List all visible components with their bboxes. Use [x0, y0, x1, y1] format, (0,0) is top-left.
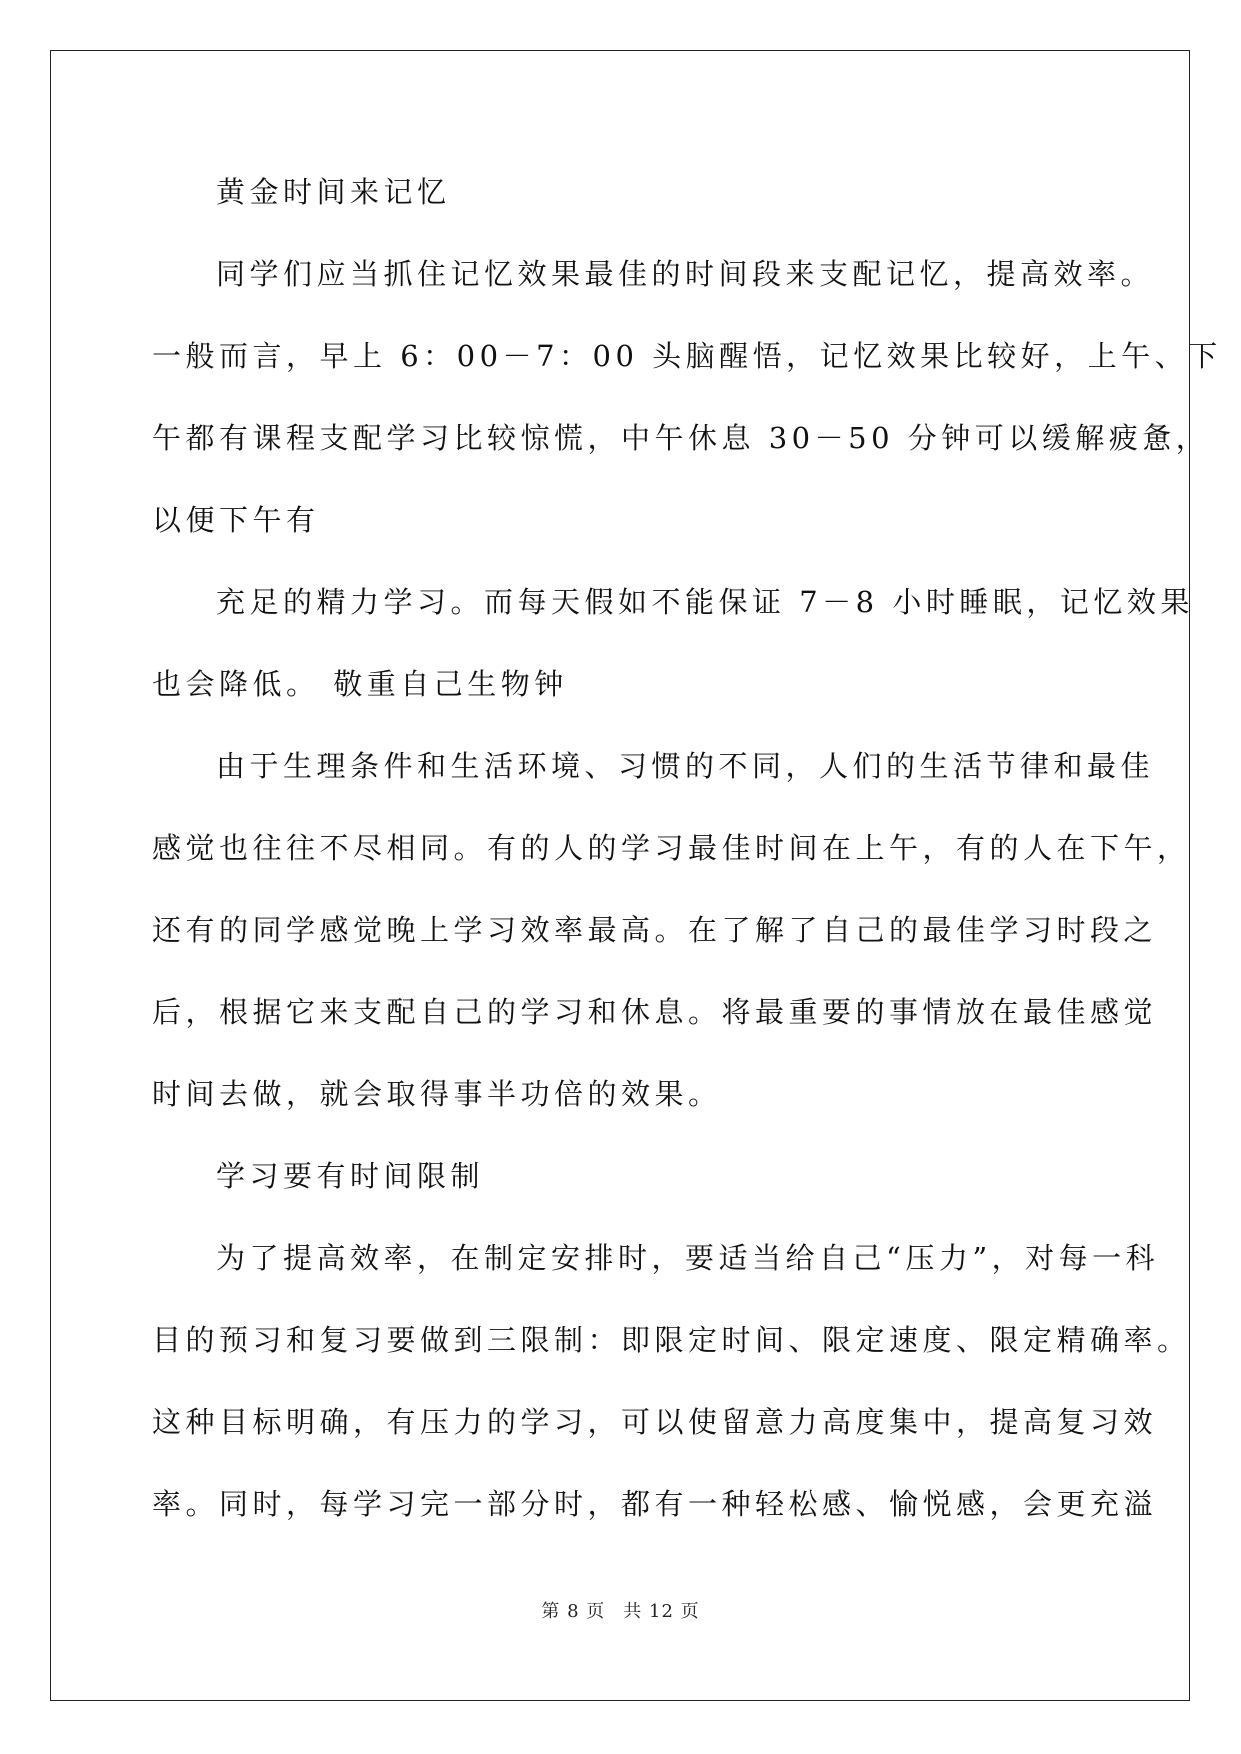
- page-footer: [0, 1600, 1241, 1624]
- paragraph-line: 时间去做，就会取得事半功倍的效果。: [152, 1077, 722, 1111]
- paragraph-line: 一般而言，早上 6：00－7：00 头脑醒悟，记忆效果比较好，上午、下: [152, 339, 1222, 373]
- paragraph-line: 由于生理条件和生活环境、习惯的不同，人们的生活节律和最佳: [216, 749, 1155, 783]
- paragraph-line: 也会降低。 敬重自己生物钟: [152, 667, 568, 701]
- paragraph-line: 感觉也往往不尽相同。有的人的学习最佳时间在上午，有的人在下午，: [152, 831, 1191, 865]
- page-number-current: 第 8 页: [541, 1601, 606, 1622]
- paragraph-line: 同学们应当抓住记忆效果最佳的时间段来支配记忆，提高效率。: [216, 257, 1155, 291]
- paragraph-line: 这种目标明确，有压力的学习，可以使留意力高度集中，提高复习效: [152, 1405, 1158, 1439]
- paragraph-line: 充足的精力学习。而每天假如不能保证 7－8 小时睡眠，记忆效果: [216, 585, 1194, 619]
- paragraph-line: 率。同时，每学习完一部分时，都有一种轻松感、愉悦感，会更充溢: [152, 1487, 1158, 1521]
- page-number-total: 共 12 页: [623, 1601, 700, 1622]
- document-body: [152, 162, 1222, 1556]
- paragraph-line: 后，根据它来支配自己的学习和休息。将最重要的事情放在最佳感觉: [152, 995, 1158, 1029]
- paragraph-line: 为了提高效率，在制定安排时，要适当给自己“压力”，对每一科: [216, 1241, 1160, 1275]
- paragraph-line: 目的预习和复习要做到三限制：即限定时间、限定速度、限定精确率。: [152, 1323, 1191, 1357]
- heading-golden-time: 黄金时间来记忆: [216, 175, 451, 209]
- paragraph-line: 还有的同学感觉晚上学习效率最高。在了解了自己的最佳学习时段之: [152, 913, 1158, 947]
- heading-time-limit: 学习要有时间限制: [216, 1159, 485, 1193]
- paragraph-line: 以便下午有: [152, 503, 320, 537]
- paragraph-line: 午都有课程支配学习比较惊慌，中午休息 30－50 分钟可以缓解疲惫，: [152, 421, 1210, 455]
